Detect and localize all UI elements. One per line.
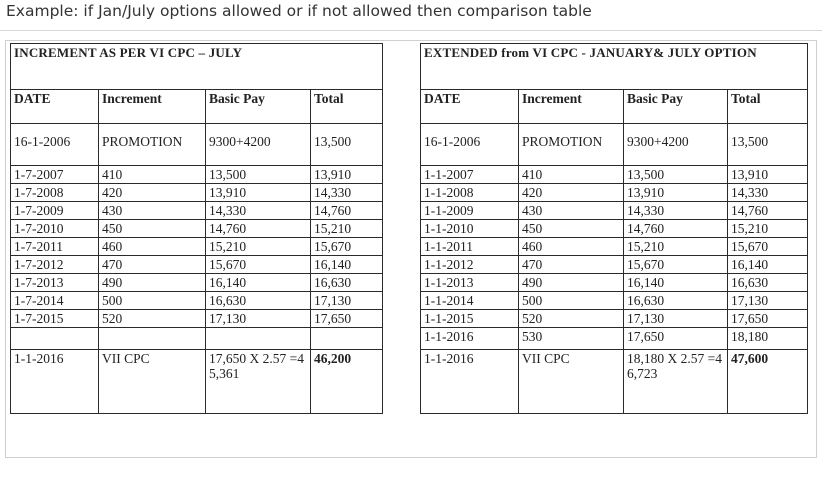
section-title-row	[11, 44, 808, 90]
column-separator	[383, 292, 421, 310]
table-row	[11, 238, 808, 256]
right-cell-date: 1-1-2007	[421, 166, 519, 184]
right-cell-total: 16,630	[728, 274, 808, 292]
right-cell-total: 18,180	[728, 328, 808, 350]
right-cell-basic-pay: 15,670	[624, 256, 728, 274]
left-cell-basic-pay: 15,670	[206, 256, 311, 274]
left-header-increment: Increment	[99, 90, 206, 124]
right-cell-basic-pay: 16,630	[624, 292, 728, 310]
comparison-table	[10, 43, 808, 414]
left-cell-total: 15,210	[311, 220, 383, 238]
column-separator	[383, 184, 421, 202]
column-separator	[383, 350, 421, 414]
right-cell-basic-pay: 16,140	[624, 274, 728, 292]
right-cell-total: 17,650	[728, 310, 808, 328]
right-cell-total: 13,500	[728, 124, 808, 166]
right-cell-increment: 520	[519, 310, 624, 328]
left-cell-basic-pay: 14,330	[206, 202, 311, 220]
right-cell-total: 47,600	[728, 350, 808, 414]
right-cell-basic-pay: 17,650	[624, 328, 728, 350]
left-cell-total: 14,330	[311, 184, 383, 202]
right-cell-date: 1-1-2016	[421, 328, 519, 350]
left-cell-increment: 490	[99, 274, 206, 292]
left-cell-date: 16-1-2006	[11, 124, 99, 166]
left-cell-date: 1-7-2008	[11, 184, 99, 202]
left-cell-basic-pay: 17,650 X 2.57 =45,361	[206, 350, 311, 414]
right-cell-increment: 430	[519, 202, 624, 220]
left-header-date: DATE	[11, 90, 99, 124]
example-caption: Example: if Jan/July options allowed or if not allowed then comparison table	[6, 2, 592, 20]
column-separator	[383, 310, 421, 328]
right-cell-basic-pay: 17,130	[624, 310, 728, 328]
left-cell-total	[311, 328, 383, 350]
left-cell-date: 1-7-2014	[11, 292, 99, 310]
table-row	[11, 166, 808, 184]
right-cell-increment: 490	[519, 274, 624, 292]
right-cell-basic-pay: 14,760	[624, 220, 728, 238]
right-cell-date: 1-1-2009	[421, 202, 519, 220]
right-cell-total: 16,140	[728, 256, 808, 274]
right-cell-date: 1-1-2012	[421, 256, 519, 274]
right-cell-total: 14,760	[728, 202, 808, 220]
left-cell-date: 1-7-2009	[11, 202, 99, 220]
right-cell-increment: PROMOTION	[519, 124, 624, 166]
right-cell-basic-pay: 13,500	[624, 166, 728, 184]
table-row	[11, 202, 808, 220]
column-separator	[383, 220, 421, 238]
right-cell-basic-pay: 9300+4200	[624, 124, 728, 166]
right-cell-date: 16-1-2006	[421, 124, 519, 166]
header-row	[11, 90, 808, 124]
table-row	[11, 124, 808, 166]
left-cell-increment: 460	[99, 238, 206, 256]
column-separator	[383, 124, 421, 166]
left-cell-increment: 470	[99, 256, 206, 274]
table-row	[11, 350, 808, 414]
column-separator	[383, 90, 421, 124]
left-cell-basic-pay: 13,910	[206, 184, 311, 202]
right-cell-total: 15,210	[728, 220, 808, 238]
left-cell-date	[11, 328, 99, 350]
table-row	[11, 274, 808, 292]
left-cell-total: 17,650	[311, 310, 383, 328]
left-cell-increment: 520	[99, 310, 206, 328]
right-header-basic-pay: Basic Pay	[624, 90, 728, 124]
left-cell-total: 46,200	[311, 350, 383, 414]
right-cell-total: 13,910	[728, 166, 808, 184]
right-cell-basic-pay: 18,180 X 2.57 =46,723	[624, 350, 728, 414]
right-cell-increment: 470	[519, 256, 624, 274]
right-cell-basic-pay: 13,910	[624, 184, 728, 202]
left-cell-increment: 450	[99, 220, 206, 238]
left-cell-basic-pay: 15,210	[206, 238, 311, 256]
table-row	[11, 292, 808, 310]
table-row	[11, 220, 808, 238]
column-separator	[383, 274, 421, 292]
left-header-basic-pay: Basic Pay	[206, 90, 311, 124]
right-cell-date: 1-1-2011	[421, 238, 519, 256]
left-cell-increment	[99, 328, 206, 350]
column-separator	[383, 202, 421, 220]
left-cell-date: 1-7-2015	[11, 310, 99, 328]
left-cell-basic-pay: 13,500	[206, 166, 311, 184]
table-row	[11, 184, 808, 202]
left-cell-basic-pay	[206, 328, 311, 350]
right-cell-total: 15,670	[728, 238, 808, 256]
right-cell-date: 1-1-2015	[421, 310, 519, 328]
caption-divider	[0, 30, 822, 31]
right-cell-total: 14,330	[728, 184, 808, 202]
table-row	[11, 328, 808, 350]
right-cell-date: 1-1-2014	[421, 292, 519, 310]
left-cell-increment: 430	[99, 202, 206, 220]
left-section-title: INCREMENT AS PER VI CPC – JULY	[11, 44, 383, 90]
left-cell-date: 1-7-2007	[11, 166, 99, 184]
column-separator	[383, 44, 421, 90]
left-header-total: Total	[311, 90, 383, 124]
right-header-total: Total	[728, 90, 808, 124]
right-cell-increment: VII CPC	[519, 350, 624, 414]
table-row	[11, 256, 808, 274]
left-cell-date: 1-7-2013	[11, 274, 99, 292]
left-cell-basic-pay: 14,760	[206, 220, 311, 238]
right-cell-increment: 420	[519, 184, 624, 202]
left-cell-total: 14,760	[311, 202, 383, 220]
left-cell-increment: PROMOTION	[99, 124, 206, 166]
left-cell-increment: 500	[99, 292, 206, 310]
left-cell-date: 1-7-2010	[11, 220, 99, 238]
left-cell-total: 13,500	[311, 124, 383, 166]
left-cell-increment: 420	[99, 184, 206, 202]
right-cell-basic-pay: 14,330	[624, 202, 728, 220]
right-cell-date: 1-1-2010	[421, 220, 519, 238]
column-separator	[383, 238, 421, 256]
left-cell-total: 16,630	[311, 274, 383, 292]
right-cell-total: 17,130	[728, 292, 808, 310]
left-cell-basic-pay: 16,630	[206, 292, 311, 310]
right-cell-date: 1-1-2016	[421, 350, 519, 414]
right-cell-increment: 530	[519, 328, 624, 350]
right-section-title: EXTENDED from VI CPC - JANUARY& JULY OPTION	[421, 44, 808, 90]
left-cell-date: 1-7-2012	[11, 256, 99, 274]
right-cell-date: 1-1-2013	[421, 274, 519, 292]
left-cell-date: 1-7-2011	[11, 238, 99, 256]
left-cell-date: 1-1-2016	[11, 350, 99, 414]
column-separator	[383, 166, 421, 184]
right-cell-basic-pay: 15,210	[624, 238, 728, 256]
column-separator	[383, 328, 421, 350]
left-cell-basic-pay: 17,130	[206, 310, 311, 328]
left-cell-total: 16,140	[311, 256, 383, 274]
left-cell-basic-pay: 9300+4200	[206, 124, 311, 166]
left-cell-total: 17,130	[311, 292, 383, 310]
right-cell-increment: 500	[519, 292, 624, 310]
right-header-date: DATE	[421, 90, 519, 124]
table-row	[11, 310, 808, 328]
right-cell-increment: 460	[519, 238, 624, 256]
left-cell-increment: VII CPC	[99, 350, 206, 414]
right-cell-increment: 450	[519, 220, 624, 238]
left-cell-basic-pay: 16,140	[206, 274, 311, 292]
right-header-increment: Increment	[519, 90, 624, 124]
right-cell-increment: 410	[519, 166, 624, 184]
column-separator	[383, 256, 421, 274]
right-cell-date: 1-1-2008	[421, 184, 519, 202]
left-cell-total: 13,910	[311, 166, 383, 184]
left-cell-total: 15,670	[311, 238, 383, 256]
left-cell-increment: 410	[99, 166, 206, 184]
